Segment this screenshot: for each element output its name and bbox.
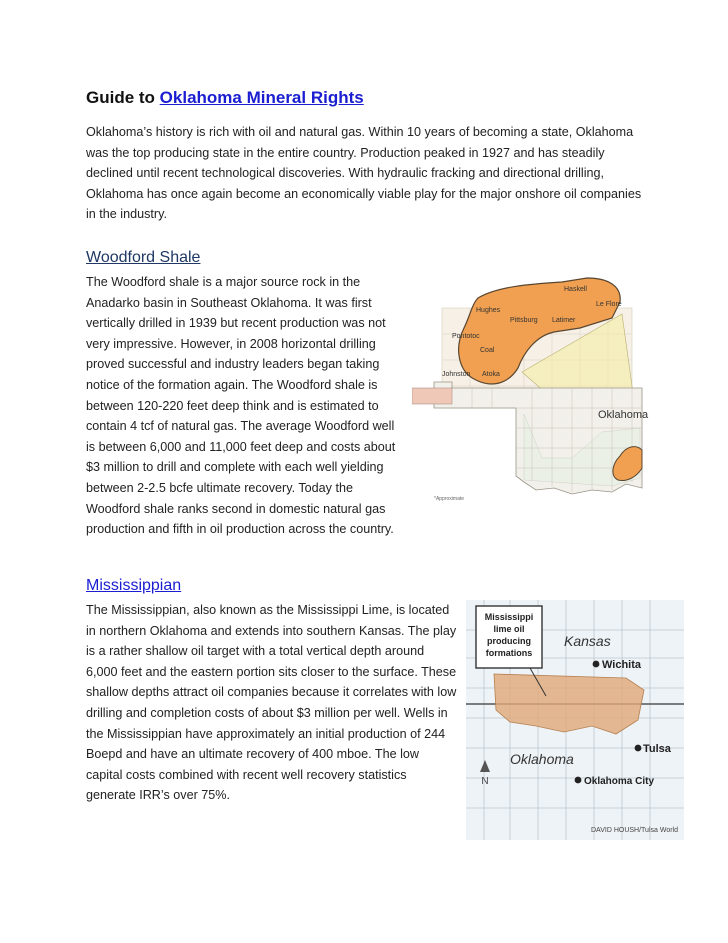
county-label: Le Flore [596,301,622,308]
mississippian-heading: Mississippian [86,577,182,594]
county-label: Pontotoc [452,333,480,340]
legend-line: Mississippi [484,612,534,622]
county-label: Latimer [552,317,576,324]
map-credit: DAVID HOUSH/Tulsa World [591,827,678,834]
page-title [86,88,364,108]
legend-line: lime oil [493,624,525,634]
title-prefix: Guide to [86,88,160,107]
intro-paragraph: Oklahoma’s history is rich with oil and natural gas. Within 10 years of becoming a state, Oklahoma was the top producing state in the entire country. Production peaked in 1927 and has steadily declined until recent technological discoveries. With hydraulic fracking and directional drilling, Oklahoma has once again become an economically viable play for the major onshore oil companies in the industry. [86,125,642,222]
north-label: N [481,776,489,787]
legend-line: producing [487,636,531,646]
oklahoma-state-map [412,382,649,502]
title-link[interactable]: Oklahoma Mineral Rights [159,88,364,107]
oklahoma-label: Oklahoma [510,751,574,767]
county-label: Hughes [476,307,501,314]
mississippian-paragraph: The Mississippian, also known as the Mississippi Lime, is located in northern Oklahoma and extends into southern Kansas. The play is a rather shallow oil target with a total vertical depth around 6,000 feet and the eastern portion sits closer to the surface. These shallow depths attract oil companies because it correlates with low drilling and completion costs of about $3 million per well. Wells in the Mississippian have approximately an initial production of 244 Boepd and have an ultimate recovery of 400 mboe. The low capital costs combined with recent well recovery statistics generate IRR’s over 75%. [86,603,457,803]
kansas-label: Kansas [564,633,611,649]
tulsa-label: Tulsa [643,743,671,755]
county-label: Coal [480,347,495,354]
mississippian-map [466,600,684,840]
county-label: Atoka [482,371,500,378]
county-label: Haskell [564,286,587,293]
wichita-label: Wichita [602,659,642,671]
woodford-shale-map [412,268,652,514]
legend-line: formations [485,648,533,658]
county-label: Pittsburg [510,317,538,324]
tulsa-marker [635,745,642,752]
county-label: Johnston [442,371,471,378]
state-label: Oklahoma [598,409,649,421]
okc-marker [575,777,582,784]
map-note: *Approximate [434,496,465,502]
woodford-paragraph: The Woodford shale is a major source rock in the Anadarko basin in Southeast Oklahoma. It was first vertically drilled in 1939 but recent production was not very impressive. However, in 2008 horizontal drilling proved successful and industry leaders began taking notice of the formation again. The Woodford shale is between 120-220 feet deep think and is estimated to contain 4 tcf of natural gas. The average Woodford well is between 6,000 and 11,000 feet deep and costs about $3 million to drill and complete with each well yielding between 2-2.5 bcfe ultimate recovery. Today the Woodford shale ranks second in domestic natural gas production and fifth in oil production across the country. [86,275,396,537]
wichita-marker [593,661,600,668]
okc-label: Oklahoma City [584,776,655,787]
woodford-heading: Woodford Shale [86,249,201,266]
